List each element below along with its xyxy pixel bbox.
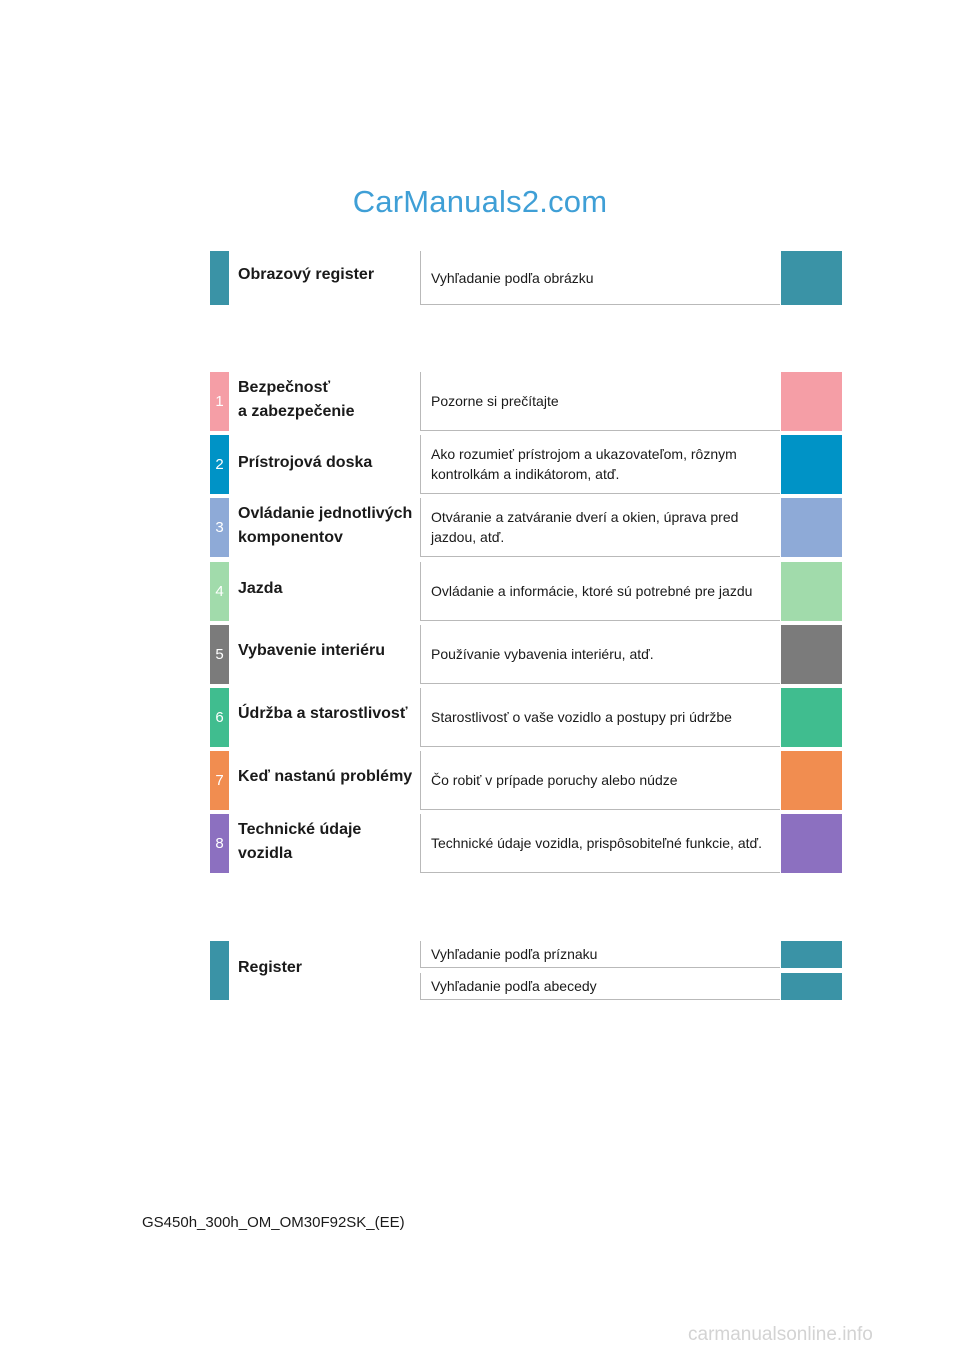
- chapter-1-row[interactable]: [210, 372, 842, 431]
- index-tab-symptom[interactable]: [781, 941, 842, 968]
- index-title: Register: [238, 959, 303, 976]
- chapter-8-tab[interactable]: [781, 814, 842, 873]
- chapter-1-title: Bezpečnosť a zabezpečenie: [238, 379, 355, 420]
- chapter-2-row[interactable]: [210, 435, 842, 494]
- chapter-7-title: Keď nastanú problémy: [238, 768, 413, 785]
- chapter-4-row[interactable]: [210, 562, 842, 621]
- chapter-3-title: Ovládanie jednotlivých komponentov: [238, 505, 413, 546]
- chapter-2-desc: Ako rozumieť prístrojom a ukazovateľom, rôznym kontrolkám a indikátorom, atď.: [420, 435, 780, 494]
- index-desc-alphabet[interactable]: Vyhľadanie podľa abecedy: [420, 973, 780, 1000]
- watermark-bottom: carmanualsonline.info: [688, 1324, 873, 1345]
- chapter-3-desc: Otváranie a zatváranie dverí a okien, úprava pred jazdou, atď.: [420, 498, 780, 557]
- chapter-5-number: 5: [210, 625, 229, 684]
- index-row[interactable]: [210, 941, 842, 1000]
- chapter-4-desc: Ovládanie a informácie, ktoré sú potrebné pre jazdu: [420, 562, 780, 621]
- chapter-7-tab[interactable]: [781, 751, 842, 810]
- chapter-5-tab[interactable]: [781, 625, 842, 684]
- index-side-bar: [210, 941, 229, 1000]
- chapter-2-number: 2: [210, 435, 229, 494]
- chapter-5-desc: Používanie vybavenia interiéru, atď.: [420, 625, 780, 684]
- picture-index-side-bar: [210, 251, 229, 305]
- chapter-3-row[interactable]: [210, 498, 842, 557]
- chapter-3-tab[interactable]: [781, 498, 842, 557]
- chapter-8-desc: Technické údaje vozidla, prispôsobiteľné funkcie, atď.: [420, 814, 780, 873]
- document-code-footer: GS450h_300h_OM_OM30F92SK_(EE): [142, 1214, 405, 1231]
- chapter-8-row[interactable]: [210, 814, 842, 873]
- index-tab-alphabet[interactable]: [781, 973, 842, 1000]
- chapter-8-number: 8: [210, 814, 229, 873]
- chapter-5-row[interactable]: [210, 625, 842, 684]
- index-desc-symptom[interactable]: Vyhľadanie podľa príznaku: [420, 941, 780, 968]
- picture-index-tab[interactable]: [781, 251, 842, 305]
- chapter-5-title: Vybavenie interiéru: [238, 642, 386, 659]
- chapter-7-row[interactable]: [210, 751, 842, 810]
- picture-index-row[interactable]: [210, 251, 842, 305]
- chapter-6-number: 6: [210, 688, 229, 747]
- picture-index-desc: Vyhľadanie podľa obrázku: [420, 251, 780, 305]
- chapter-7-number: 7: [210, 751, 229, 810]
- chapter-6-desc: Starostlivosť o vaše vozidlo a postupy pri údržbe: [420, 688, 780, 747]
- chapter-4-title: Jazda: [238, 580, 283, 597]
- chapter-6-tab[interactable]: [781, 688, 842, 747]
- chapter-1-tab[interactable]: [781, 372, 842, 431]
- chapter-8-title: Technické údaje vozidla: [238, 821, 362, 862]
- chapter-2-tab[interactable]: [781, 435, 842, 494]
- chapter-6-row[interactable]: [210, 688, 842, 747]
- picture-index-title: Obrazový register: [238, 266, 375, 283]
- chapter-2-title: Prístrojová doska: [238, 454, 373, 471]
- chapter-4-number: 4: [210, 562, 229, 621]
- watermark-top: CarManuals2.com: [352, 184, 608, 219]
- chapter-3-number: 3: [210, 498, 229, 557]
- chapter-1-desc: Pozorne si prečítajte: [420, 372, 780, 431]
- chapter-6-title: Údržba a starostlivosť: [238, 705, 408, 722]
- chapter-7-desc: Čo robiť v prípade poruchy alebo núdze: [420, 751, 780, 810]
- chapter-1-number: 1: [210, 372, 229, 431]
- chapter-4-tab[interactable]: [781, 562, 842, 621]
